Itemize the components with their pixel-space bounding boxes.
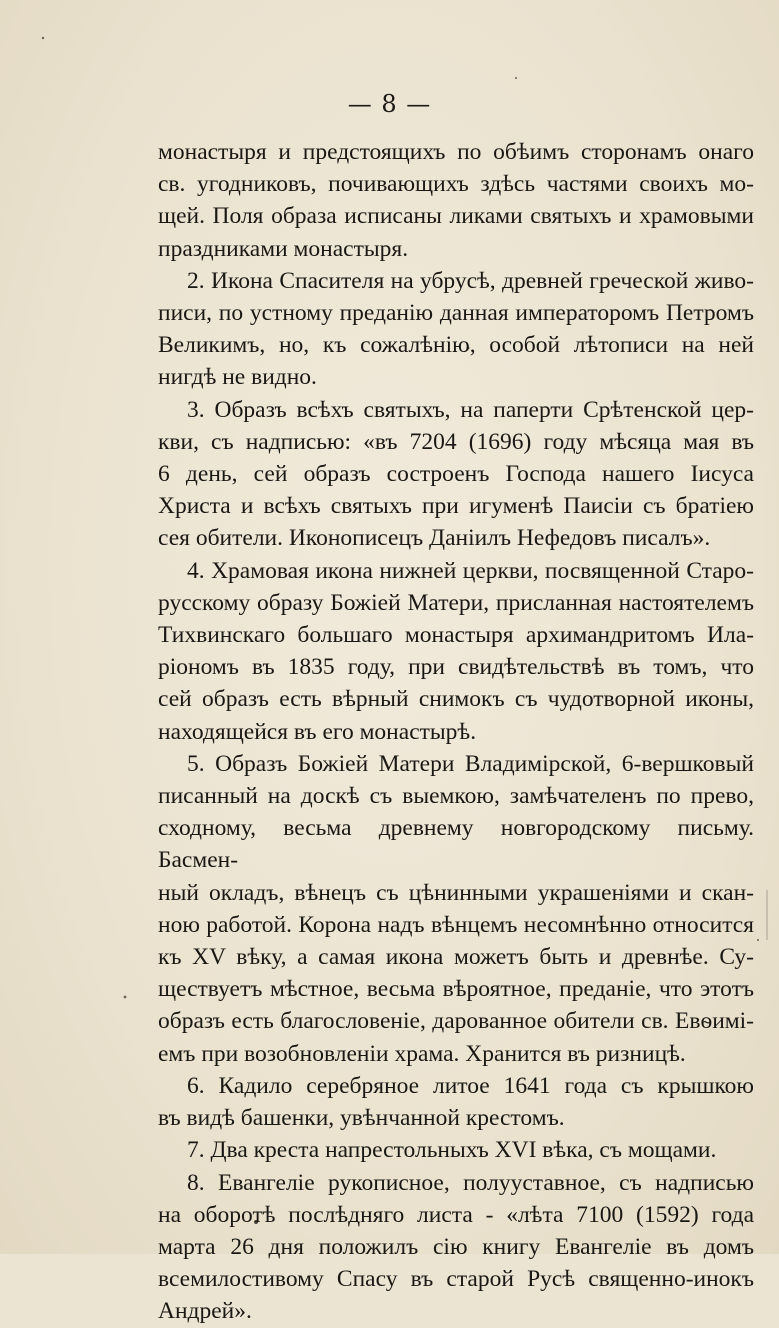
text-line: Тихвинскаго большаго монастыря архимандритомъ Ила- xyxy=(158,622,754,649)
text-line: русскому образу Божіей Матери, присланная настоятелемъ xyxy=(158,589,754,616)
text-line: всемилостивому Спасу въ старой Русѣ священно-инокъ xyxy=(158,1266,754,1293)
speck xyxy=(766,890,768,940)
text-line: сея обители. Иконописецъ Даніилъ Нефедовъ писалъ». xyxy=(158,525,711,552)
text-line: ный окладъ, вѣнецъ съ цѣнинными украшеніями и скан- xyxy=(158,879,754,906)
text-line: къ XV вѣку, а самая икона можетъ быть и древнѣе. Су- xyxy=(158,944,754,971)
body-text xyxy=(158,136,754,1328)
text-line: 5. Образъ Божіей Матери Владимірской, 6-вершковый xyxy=(187,750,754,777)
text-line: находящейся въ его монастырѣ. xyxy=(158,718,477,745)
text-line: ществуетъ мѣстное, весьма вѣроятное, преданіе, что этотъ xyxy=(158,976,754,1003)
text-line: монастыря и предстоящихъ по обѣимъ сторонамъ онаго xyxy=(158,139,754,165)
page-number: — 8 — xyxy=(347,90,432,118)
text-line: нигдѣ не видно. xyxy=(158,364,317,391)
speck xyxy=(757,939,759,941)
text-line: ною работой. Корона надъ вѣнцемъ несомнѣнно относится xyxy=(158,911,754,938)
text-line: ріономъ въ 1835 году, при свидѣтельствѣ въ томъ, что xyxy=(158,654,754,681)
text-line: сей образъ есть вѣрный снимокъ съ чудотворной иконы, xyxy=(158,686,754,713)
text-line: образъ есть благословеніе, дарованное обители св. Евѳимі- xyxy=(158,1008,754,1035)
text-line: емъ при возобновленіи храма. Хранится въ ризницѣ. xyxy=(158,1040,686,1067)
speck xyxy=(42,37,44,39)
text-line: писи, по устному преданію данная императоромъ Петромъ xyxy=(158,300,754,327)
text-line: 3. Образъ всѣхъ святыхъ, на паперти Срѣтенской цер- xyxy=(187,396,754,423)
text-line: Христа и всѣхъ святыхъ при игуменѣ Паисіи съ братіею xyxy=(158,493,754,520)
text-line: 7. Два креста напрестольныхъ XVI вѣка, съ мощами. xyxy=(187,1137,717,1164)
text-line: Андрей». xyxy=(158,1298,252,1325)
text-line: 2. Икона Спасителя на убрусѣ, древней греческой живо- xyxy=(187,267,754,294)
text-line: праздниками монастыря. xyxy=(158,235,409,262)
text-line: 6 день, сей образъ состроенъ Господа нашего Іисуса xyxy=(158,461,754,488)
text-line: на оборотѣ послѣдняго листа - «лѣта 7100 (1592) года xyxy=(158,1201,754,1228)
text-line: писанный на доскѣ съ выемкою, замѣчателенъ по прево, xyxy=(158,783,754,810)
text-line: 4. Храмовая икона нижней церкви, посвященной Старо- xyxy=(187,557,754,584)
text-line: щей. Поля образа исписаны ликами святыхъ и храмовыми xyxy=(158,203,754,230)
text-line: кви, съ надписью: «въ 7204 (1696) году мѣсяца мая въ xyxy=(158,428,754,455)
speck xyxy=(515,77,517,79)
text-line: св. угодниковъ, почивающихъ здѣсь частями своихъ мо- xyxy=(158,171,754,198)
text-line: Великимъ, но, къ сожалѣнію, особой лѣтописи на ней xyxy=(158,332,754,359)
text-line: 8. Евангеліе рукописное, полууставное, съ надписью xyxy=(187,1169,754,1196)
text-line: 6. Кадило серебряное литое 1641 года съ крышкою xyxy=(187,1072,754,1099)
speck xyxy=(124,996,127,999)
text-line: сходному, весьма древнему новгородскому письму. Басмен- xyxy=(158,815,754,874)
text-line: марта 26 дня положилъ сію книгу Евангеліе въ домъ xyxy=(158,1233,754,1260)
text-line: въ видѣ башенки, увѣнчанной крестомъ. xyxy=(158,1105,565,1132)
